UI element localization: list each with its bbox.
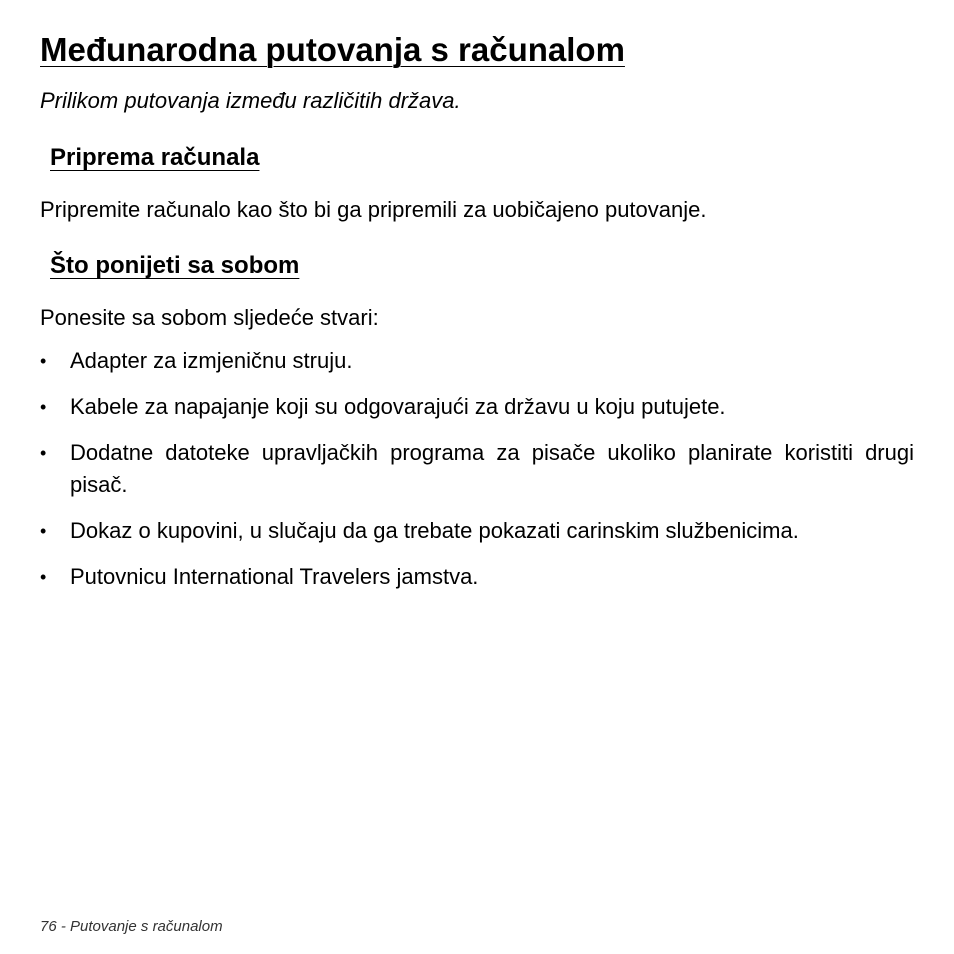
list-item bbox=[40, 345, 914, 377]
page-title: Međunarodna putovanja s računalom bbox=[40, 31, 625, 68]
take-along-list bbox=[40, 345, 914, 607]
list-item-text: Putovnicu International Travelers jamstva. bbox=[70, 564, 479, 589]
prepare-paragraph: Pripremite računalo kao što bi ga pripremili za uobičajeno putovanje. bbox=[40, 197, 707, 222]
list-item bbox=[40, 561, 914, 593]
list-item bbox=[40, 515, 914, 547]
page-footer: 76 - Putovanje s računalom bbox=[40, 918, 223, 935]
bullet-icon: • bbox=[40, 443, 47, 463]
list-item-text: Dokaz o kupovini, u slučaju da ga trebate pokazati carinskim službenicima. bbox=[70, 518, 799, 543]
bullet-icon: • bbox=[40, 351, 47, 371]
list-item-text: Kabele za napajanje koji su odgovarajući za državu u koju putujete. bbox=[70, 394, 726, 419]
page-subtitle: Prilikom putovanja između različitih država. bbox=[40, 88, 461, 113]
section-heading-prepare: Priprema računala bbox=[50, 144, 260, 171]
list-item bbox=[40, 391, 914, 423]
take-along-intro: Ponesite sa sobom sljedeće stvari: bbox=[40, 305, 379, 330]
section-heading-take-along: Što ponijeti sa sobom bbox=[50, 252, 300, 279]
list-item-text: Adapter za izmjeničnu struju. bbox=[70, 348, 353, 373]
list-item bbox=[40, 437, 914, 501]
bullet-icon: • bbox=[40, 567, 47, 587]
list-item-text: Dodatne datoteke upravljačkih programa za pisače ukoliko planirate koristiti drugi pisač. bbox=[70, 440, 914, 497]
bullet-icon: • bbox=[40, 397, 47, 417]
bullet-icon: • bbox=[40, 521, 47, 541]
